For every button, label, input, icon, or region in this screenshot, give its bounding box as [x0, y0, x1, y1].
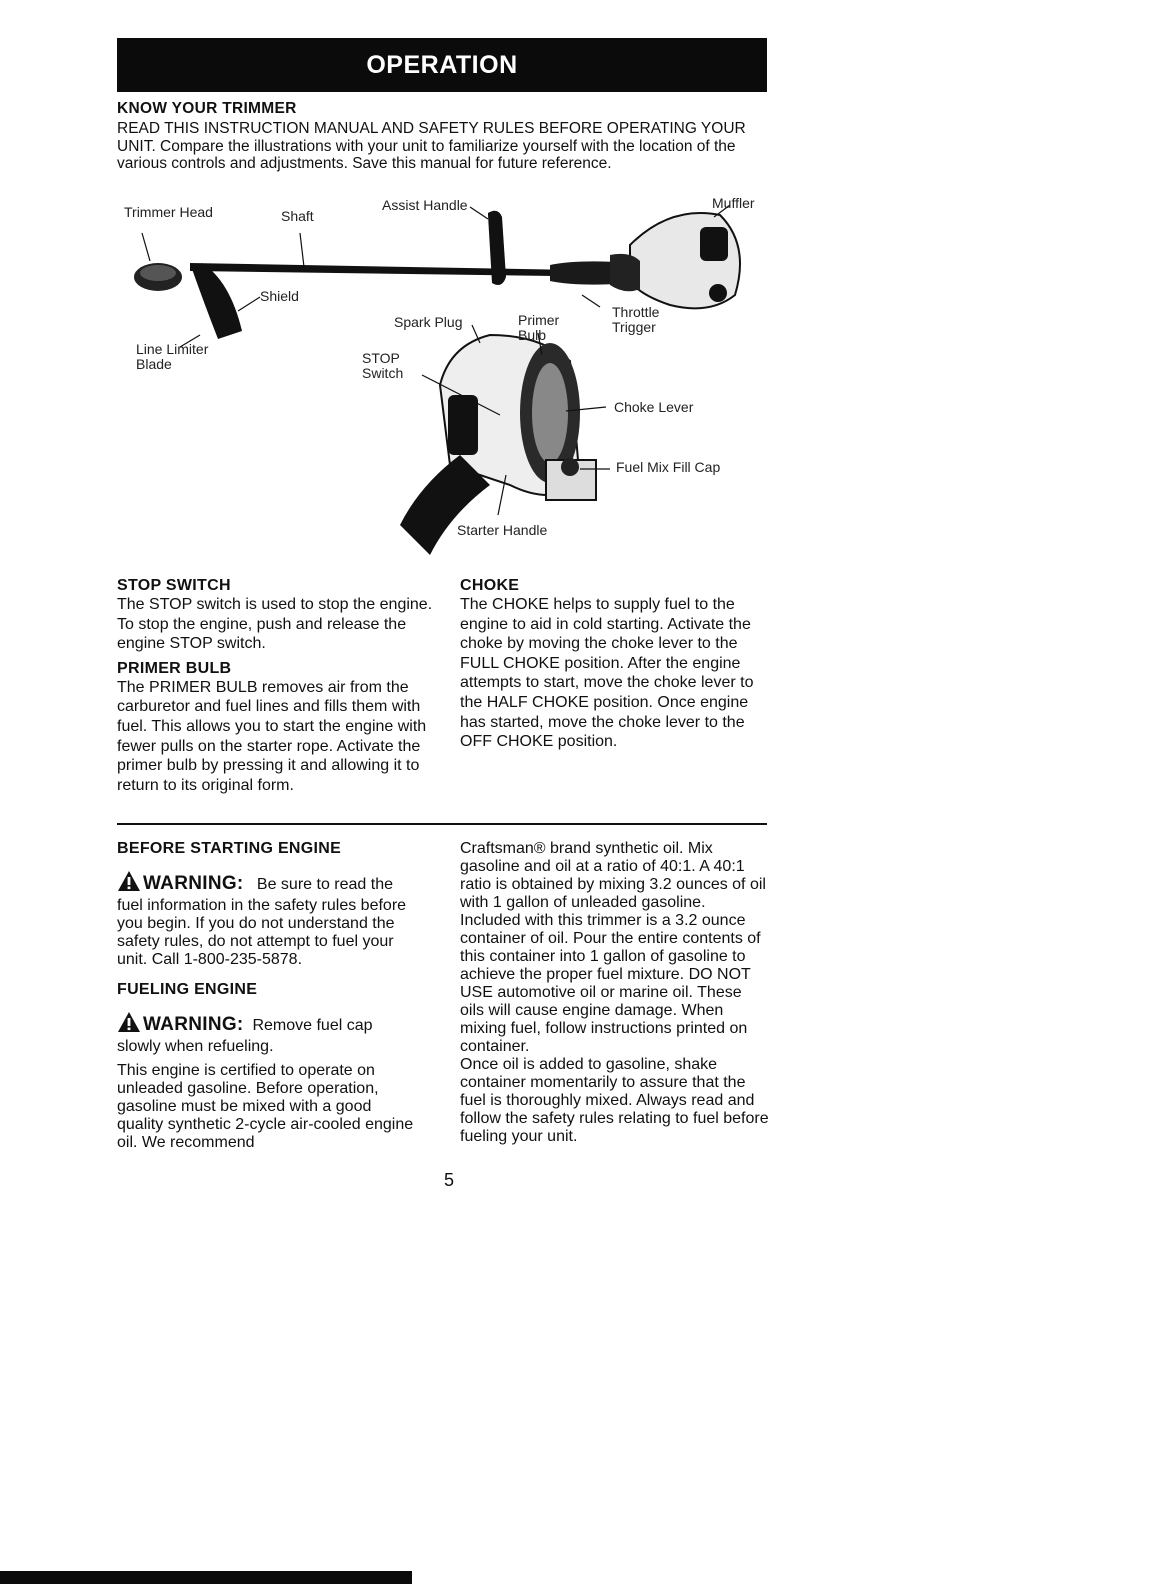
primer-bulb-heading: PRIMER BULB	[117, 659, 232, 677]
shake-text: Once oil is added to gasoline, shake container momentarily to assure that the fuel is thoroughly mixed. Always read and follow the safety rules relating to fuel before fueling your unit.	[460, 1056, 769, 1145]
warning-label: WARNING:	[143, 1014, 244, 1035]
left-upper-column	[117, 577, 433, 795]
right-upper-column	[460, 577, 766, 752]
label-spark-plug: Spark Plug	[394, 314, 463, 330]
shield-shape	[192, 263, 242, 339]
label-line-limiter-blade: Line Limiter Blade	[136, 341, 209, 372]
left-lower-column	[117, 840, 417, 1152]
fuel-cap-shape	[561, 458, 579, 476]
before-starting-warning	[117, 870, 417, 969]
before-starting-heading: BEFORE STARTING ENGINE	[117, 840, 342, 857]
fueling-heading: FUELING ENGINE	[117, 981, 258, 998]
warning-triangle-icon	[117, 1011, 141, 1038]
label-throttle-trigger: Throttle Trigger	[612, 304, 660, 335]
label-choke-lever: Choke Lever	[614, 399, 694, 415]
label-primer-bulb: Primer Bulb	[518, 312, 560, 343]
warning-label: WARNING:	[143, 873, 244, 894]
oil-mix-text: Craftsman® brand synthetic oil. Mix gasoline and oil at a ratio of 40:1. A 40:1 ratio is obtained by mixing 3.2 ounces of oil with 1 gallon of unleaded gasoline. Included with this trimmer is a 3.2 ounce container of oil. Pour the entire contents of this container into 1 gallon of gasoline to achieve the proper fuel mixture. DO NOT USE automotive oil or marine oil. These oils will cause engine damage. When mixing fuel, follow instructions printed on container.	[460, 840, 766, 1055]
warning-text: Be sure to read the fuel information in the safety rules before you begin. If you do not understand the safety rules, do not attempt to fuel your unit. Call 1-800-235-5878.	[117, 876, 407, 968]
section-divider	[117, 823, 767, 825]
fueling-warning	[117, 1011, 417, 1056]
trimmer-illustration	[110, 185, 770, 575]
know-heading: KNOW YOUR TRIMMER	[117, 100, 297, 117]
section-title: OPERATION	[366, 50, 518, 79]
right-lower-column	[460, 840, 770, 1146]
section-banner	[117, 38, 767, 92]
stop-switch-text: The STOP switch is used to stop the engine. To stop the engine, push and release the engine STOP switch.	[117, 596, 433, 653]
warning-triangle-icon	[117, 870, 141, 897]
label-trimmer-head: Trimmer Head	[124, 204, 213, 220]
footer-bar	[0, 1571, 412, 1584]
trimmer-diagram	[110, 185, 770, 575]
stop-switch-heading: STOP SWITCH	[117, 577, 231, 594]
label-starter-handle: Starter Handle	[457, 522, 548, 538]
label-shaft: Shaft	[281, 208, 314, 224]
label-stop-switch: STOP Switch	[362, 350, 404, 381]
choke-text: The CHOKE helps to supply fuel to the engine to aid in cold starting. Activate the choke by moving the choke lever to the FULL CHOKE position. After the engine attempts to start, move the choke lever to the HALF CHOKE position. Once engine has started, move the choke lever to the OFF CHOKE position.	[460, 596, 754, 751]
choke-heading: CHOKE	[460, 577, 520, 594]
page-number: 5	[444, 1170, 455, 1190]
label-shield: Shield	[260, 288, 299, 304]
primer-bulb-text: The PRIMER BULB removes air from the carburetor and fuel lines and fills them with fuel. This allows you to start the engine with fewer pulls on the starter rope. Activate the primer bulb by pressing it and allowing it to return to its original form.	[117, 678, 427, 794]
know-text: READ THIS INSTRUCTION MANUAL AND SAFETY RULES BEFORE OPERATING YOUR UNIT. Compare the illustrations with your unit to familiarize yourself with the location of the various controls and adjustments. Save this manual for future reference.	[117, 120, 746, 172]
fueling-text: This engine is certified to operate on unleaded gasoline. Before operation, gasoline must be mixed with a good quality synthetic 2-cycle air-cooled engine oil. We recommend	[117, 1062, 414, 1151]
label-muffler: Muffler	[712, 195, 755, 211]
label-fuel-mix-fill-cap: Fuel Mix Fill Cap	[616, 459, 721, 475]
warning-text: Remove fuel cap slowly when refueling.	[117, 1017, 373, 1055]
know-your-trimmer-section	[117, 100, 767, 173]
label-assist-handle: Assist Handle	[382, 197, 468, 213]
